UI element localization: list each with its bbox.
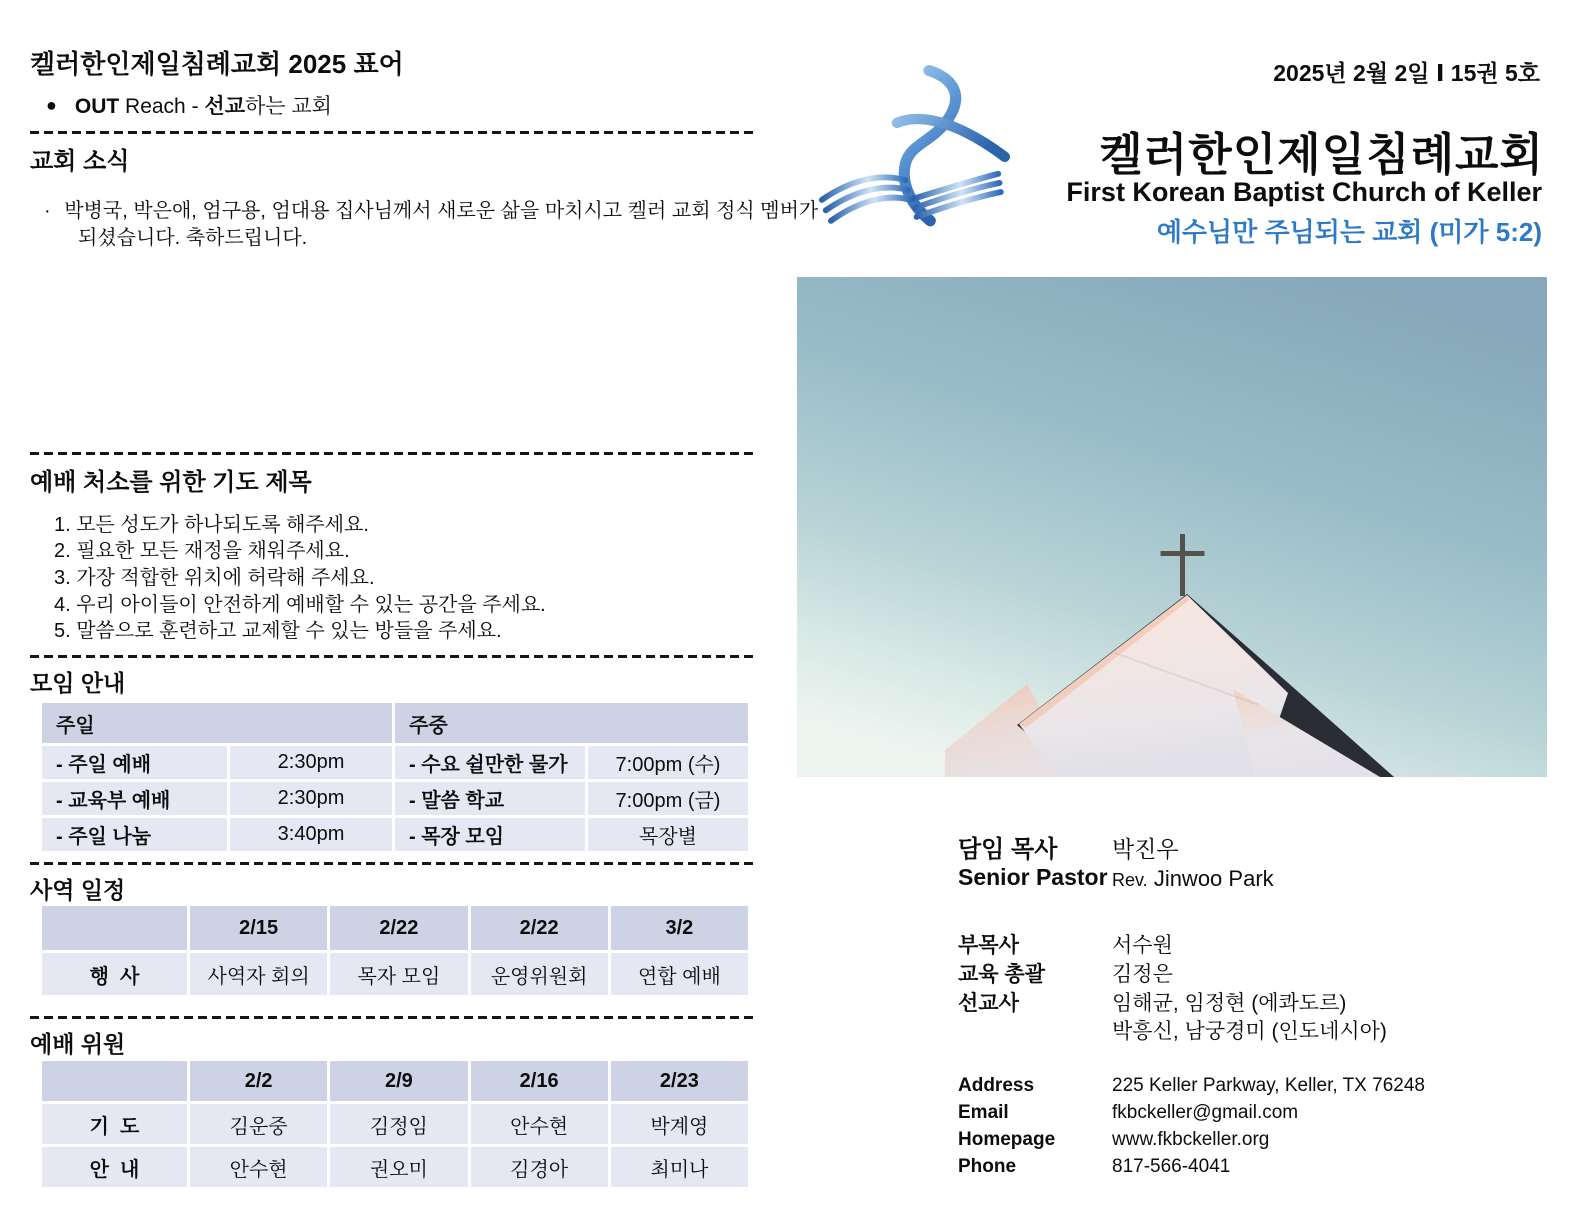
church-logo	[812, 64, 1012, 260]
prayer-item: 3. 가장 적합한 위치에 허락해 주세요.	[54, 566, 375, 589]
meeting-table	[42, 703, 748, 851]
table-header-cell	[42, 906, 187, 950]
table-row-label: 행 사	[42, 953, 187, 995]
table-cell: 2:30pm	[230, 746, 392, 779]
table-cell: 김경아	[471, 1147, 608, 1187]
table-cell: 목자 모임	[330, 953, 467, 995]
prayer-list	[54, 509, 546, 642]
table-cell: - 목장 모임	[395, 818, 585, 851]
staff-value: 서수원	[1112, 934, 1173, 957]
prayer-item: 4. 우리 아이들이 안전하게 예배할 수 있는 공간을 주세요.	[54, 593, 546, 616]
prayer-item: 1. 모든 성도가 하나되도록 해주세요.	[54, 513, 369, 536]
divider	[30, 1016, 756, 1019]
contact-value: www.fkbckeller.org	[1112, 1129, 1270, 1150]
table-cell: 권오미	[330, 1147, 467, 1187]
table-cell: 2:30pm	[230, 782, 392, 815]
contact-label: Address	[958, 1075, 1035, 1096]
contact-value: fkbckeller@gmail.com	[1112, 1102, 1299, 1123]
prayer-item: 5. 말씀으로 훈련하고 교제할 수 있는 방들을 주세요.	[54, 620, 502, 643]
table-cell: 최미나	[611, 1147, 748, 1187]
table-header-cell	[42, 1061, 187, 1101]
table-cell: 3:40pm	[230, 818, 392, 851]
table-cell: 운영위원회	[471, 953, 608, 995]
table-cell: 사역자 회의	[190, 953, 327, 995]
middot-bullet: ·	[44, 200, 51, 222]
table-row-label: 기 도	[42, 1104, 187, 1144]
pastor-name-english: Rev. Jinwoo Park	[1112, 866, 1274, 891]
meeting-heading: 모임 안내	[30, 670, 126, 696]
table-cell: - 수요 쉴만한 물가	[395, 746, 585, 779]
motto-text: OUT Reach - 선교하는 교회	[74, 95, 332, 118]
table-header-cell: 2/9	[330, 1061, 467, 1101]
news-line-2: 되셨습니다. 축하드립니다.	[78, 227, 308, 249]
staff-value: 박흥신, 남궁경미 (인도네시아)	[1112, 1020, 1387, 1043]
table-cell: 7:00pm (금)	[588, 782, 748, 815]
news-heading: 교회 소식	[30, 148, 130, 175]
bullet-icon: ●	[46, 94, 57, 115]
table-cell: 목장별	[588, 818, 748, 851]
table-cell: - 주일 나눔	[42, 818, 227, 851]
contact-value: 225 Keller Parkway, Keller, TX 76248	[1112, 1075, 1425, 1096]
staff-label: 부목사	[958, 934, 1019, 957]
divider	[30, 131, 756, 134]
table-cell: 박계영	[611, 1104, 748, 1144]
table-header-cell: 2/15	[190, 906, 327, 950]
staff-label: 교육 총괄	[958, 963, 1045, 986]
table-cell: 김정임	[330, 1104, 467, 1144]
table-header-cell: 2/16	[471, 1061, 608, 1101]
table-header-cell: 2/22	[330, 906, 467, 950]
divider	[30, 862, 756, 865]
cross-and-book-icon	[812, 64, 1012, 260]
church-title-english: First Korean Baptist Church of Keller	[1066, 177, 1542, 207]
motto-bullet-line	[46, 90, 332, 120]
committee-table	[42, 1061, 748, 1187]
church-motto-verse: 예수님만 주님되는 교회 (미가 5:2)	[1156, 217, 1542, 247]
table-header-cell: 3/2	[611, 906, 748, 950]
pastor-label-korean: 담임 목사	[958, 836, 1058, 863]
committee-heading: 예배 위원	[30, 1031, 126, 1057]
news-line-1: · 박병국, 박은애, 엄구용, 엄대용 집사님께서 새로운 삶을 마치시고 켈러 교회 정식 멤버가	[44, 200, 819, 222]
contact-label: Email	[958, 1102, 1009, 1123]
table-header-cell: 주일	[42, 703, 392, 743]
prayer-heading: 예배 처소를 위한 기도 제목	[30, 469, 312, 496]
staff-value: 김정은	[1112, 963, 1173, 986]
divider	[30, 655, 756, 658]
church-roof-image	[797, 277, 1547, 777]
motto-title: 켈러한인제일침례교회 2025 표어	[30, 49, 404, 79]
table-header-cell: 2/2	[190, 1061, 327, 1101]
pastor-label-english: Senior Pastor	[958, 864, 1108, 890]
church-title-korean: 켈러한인제일침례교회	[1099, 129, 1544, 180]
table-row-label: 안 내	[42, 1147, 187, 1187]
prayer-item: 2. 필요한 모든 재정을 채워주세요.	[54, 540, 350, 563]
contact-label: Phone	[958, 1156, 1017, 1177]
issue-date: 2025년 2월 2일 Ⅰ 15권 5호	[1273, 60, 1540, 86]
table-header-cell: 주중	[395, 703, 748, 743]
table-cell: 김운중	[190, 1104, 327, 1144]
contact-label: Homepage	[958, 1129, 1056, 1150]
table-header-cell: 2/22	[471, 906, 608, 950]
contact-value: 817-566-4041	[1112, 1156, 1231, 1177]
table-cell: 7:00pm (수)	[588, 746, 748, 779]
table-cell: 연합 예배	[611, 953, 748, 995]
church-photo	[797, 277, 1547, 777]
table-cell: 안수현	[471, 1104, 608, 1144]
ministry-heading: 사역 일정	[30, 877, 126, 903]
table-cell: - 말씀 학교	[395, 782, 585, 815]
ministry-table	[42, 906, 748, 995]
divider	[30, 452, 756, 455]
staff-value: 임해균, 임정현 (에콰도르)	[1112, 992, 1347, 1015]
table-cell: 안수현	[190, 1147, 327, 1187]
table-cell: - 교육부 예배	[42, 782, 227, 815]
table-cell: - 주일 예배	[42, 746, 227, 779]
pastor-name-korean: 박진우	[1112, 836, 1179, 862]
staff-label: 선교사	[958, 992, 1019, 1015]
table-header-cell: 2/23	[611, 1061, 748, 1101]
